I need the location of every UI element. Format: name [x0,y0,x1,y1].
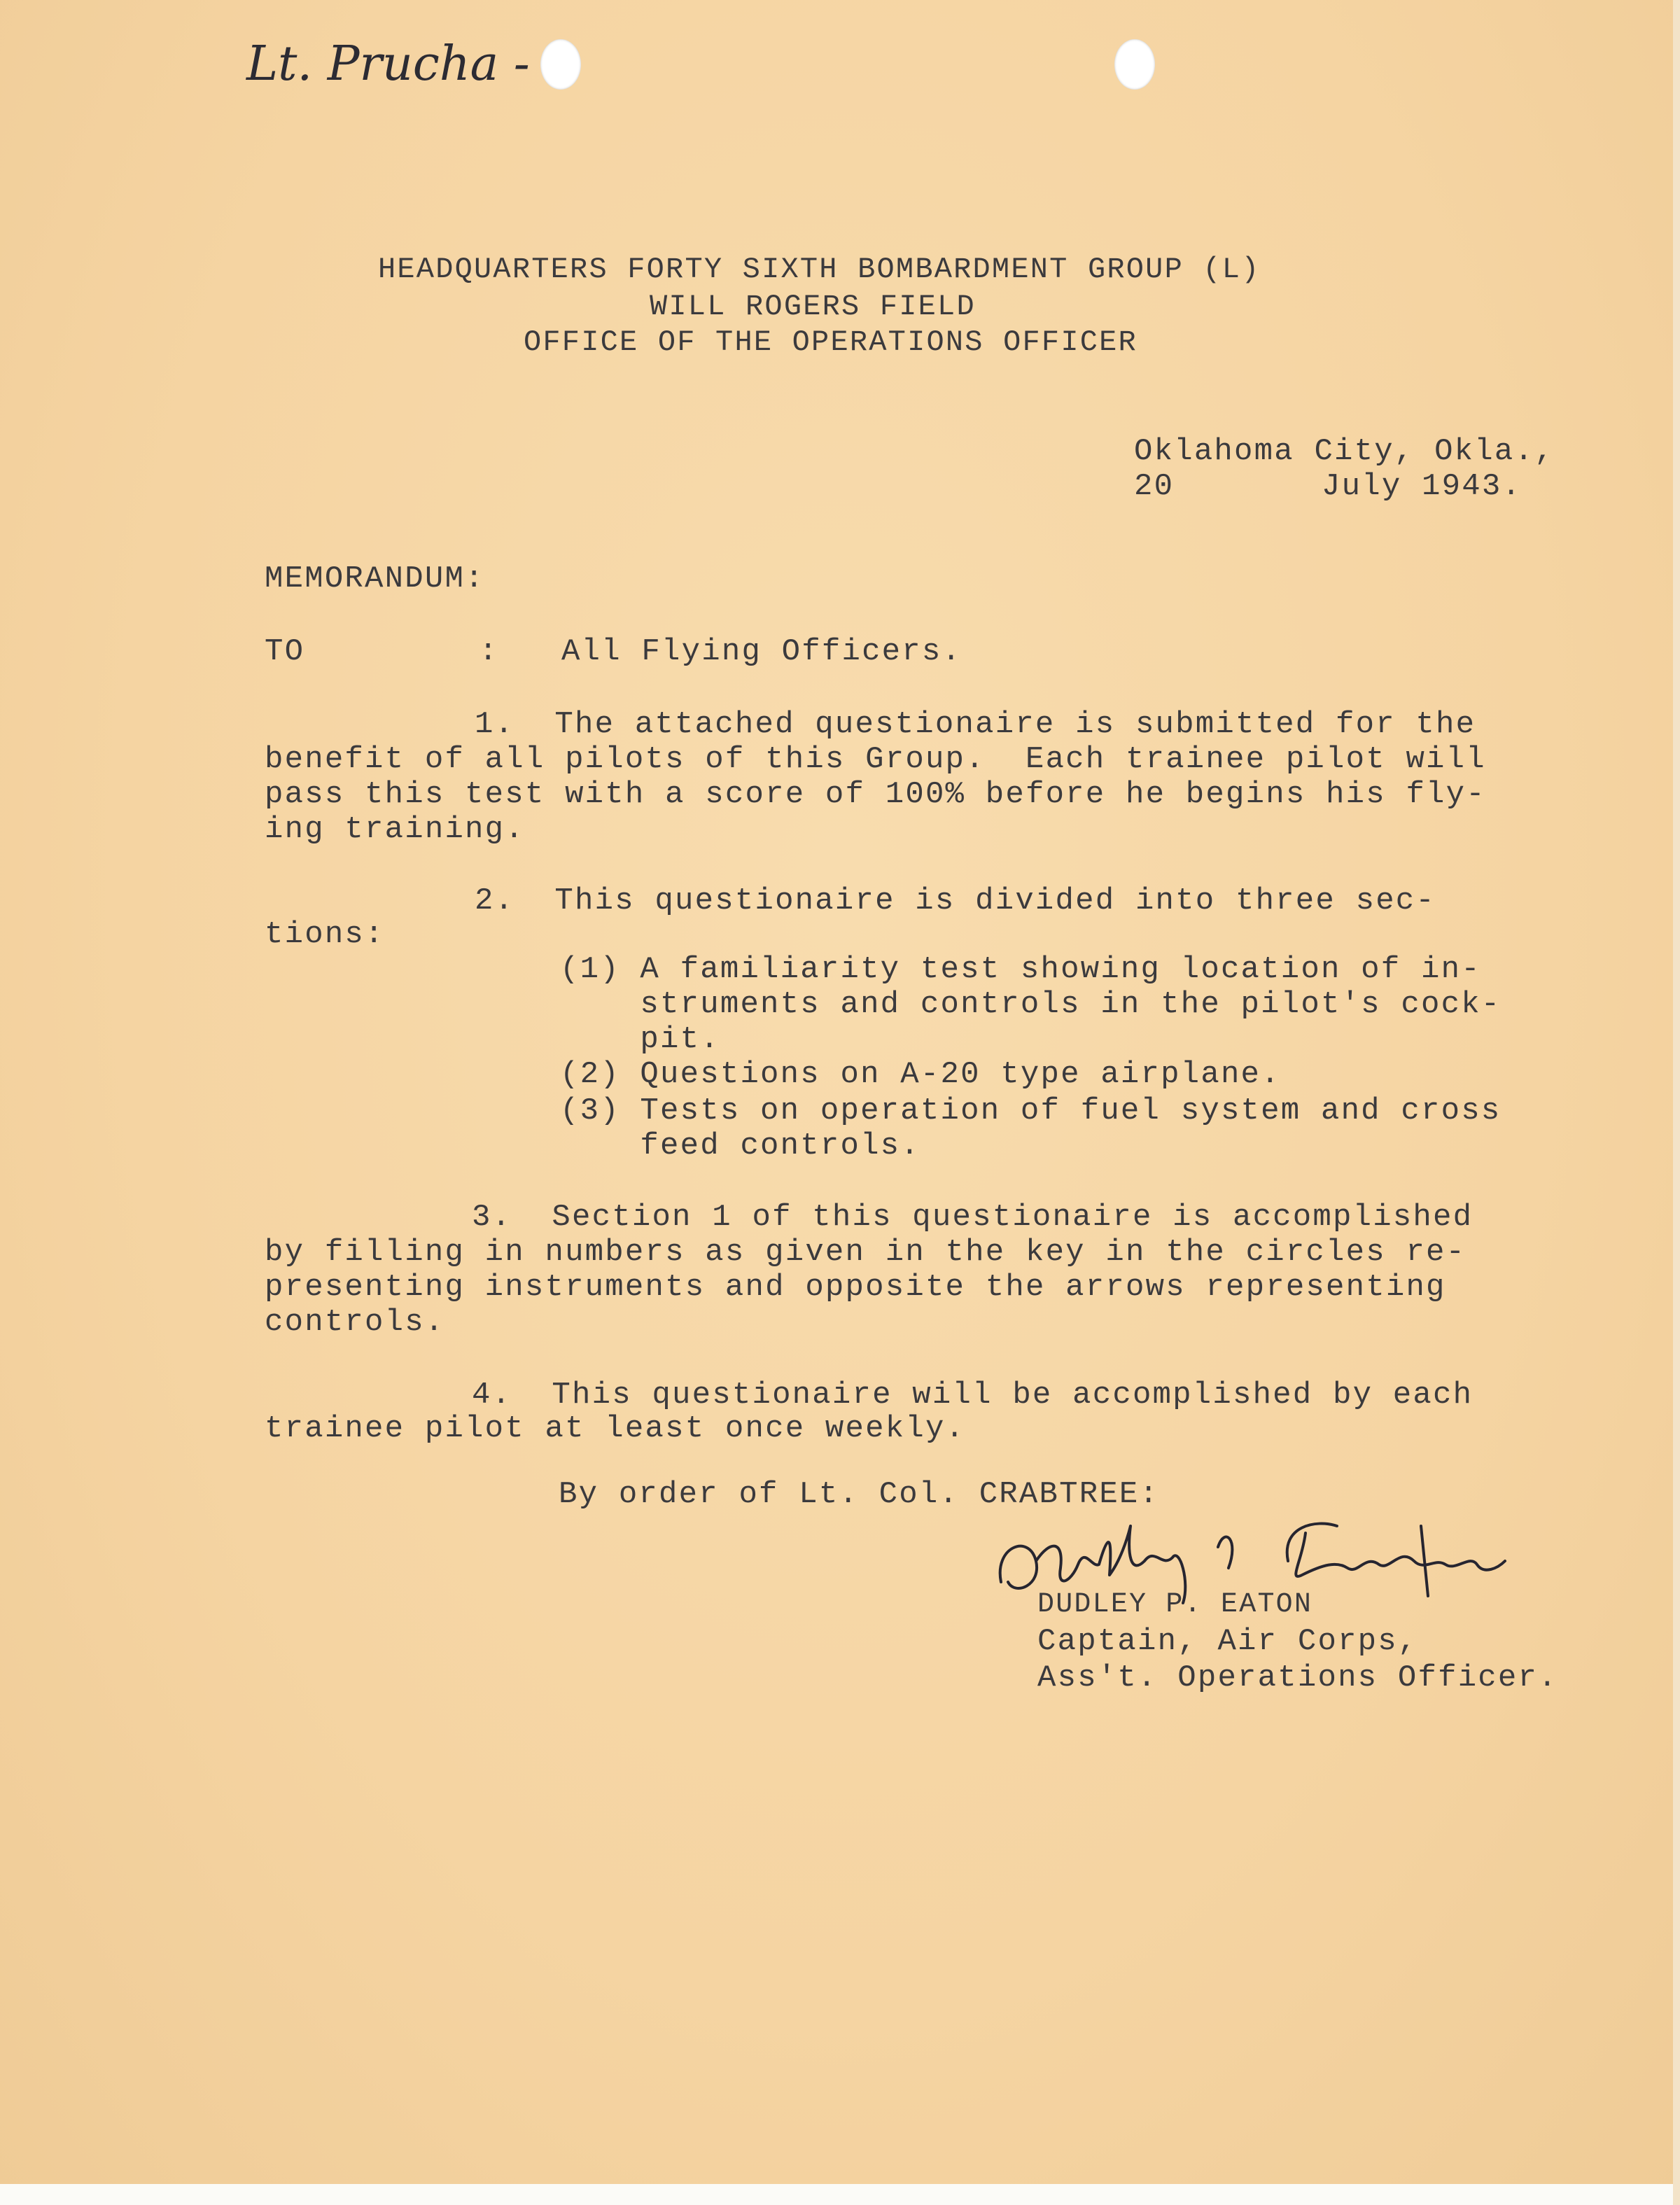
to-value: All Flying Officers. [561,634,962,669]
signatory-title: Ass't. Operations Officer. [1037,1660,1558,1695]
list-item-3-line-2: feed controls. [560,1128,920,1163]
list-item-1-line-1: (1) A familiarity test showing location of in- [560,952,1481,987]
date-month-year: July 1943. [1322,469,1522,504]
header-line-2: WILL ROGERS FIELD [650,290,976,323]
handwritten-note: Lt. Prucha - [246,36,530,92]
paragraph-3-line-1: 3. Section 1 of this questionaire is accomplished [472,1200,1474,1235]
paragraph-1-line-2: benefit of all pilots of this Group. Each trainee pilot will [265,742,1486,777]
header-line-1: HEADQUARTERS FORTY SIXTH BOMBARDMENT GROUP (L) [378,253,1261,286]
punch-hole-right [1114,39,1155,90]
paragraph-4-line-2: trainee pilot at least once weekly. [265,1411,966,1446]
signatory-rank: Captain, Air Corps, [1037,1624,1418,1659]
page-right-edge [1673,0,1680,2205]
list-item-3-line-1: (3) Tests on operation of fuel system and cross [560,1093,1502,1128]
paragraph-3-line-4: controls. [265,1305,445,1340]
to-colon: : [479,634,499,669]
list-item-2: (2) Questions on A-20 type airplane. [560,1057,1281,1092]
paragraph-4-line-1: 4. This questionaire will be accomplished by each [472,1378,1474,1413]
paragraph-3-line-3: presenting instruments and opposite the arrows representing [265,1270,1446,1305]
paragraph-1-line-4: ing training. [265,812,525,847]
memo-label: MEMORANDUM: [265,561,485,596]
header-line-3: OFFICE OF THE OPERATIONS OFFICER [524,326,1138,359]
paragraph-1-line-3: pass this test with a score of 100% before he begins his fly- [265,777,1486,812]
list-item-1-line-3: pit. [560,1022,720,1057]
paragraph-2-line-1: 2. This questionaire is divided into three sec- [475,883,1436,918]
list-item-1-line-2: struments and controls in the pilot's cock- [560,987,1502,1022]
date-day: 20 [1134,469,1175,504]
date-place: Oklahoma City, Okla., [1134,434,1555,469]
paragraph-3-line-2: by filling in numbers as given in the key in the circles re- [265,1235,1466,1270]
paragraph-1-line-1: 1. The attached questionaire is submitted for the [475,707,1476,742]
to-label: TO [265,634,305,669]
page-bottom-edge [0,2184,1680,2205]
signatory-name: DUDLEY P. EATON [1037,1589,1313,1620]
order-line: By order of Lt. Col. CRABTREE: [559,1477,1160,1512]
punch-hole-left [540,39,581,90]
paragraph-2-line-2: tions: [265,917,385,952]
